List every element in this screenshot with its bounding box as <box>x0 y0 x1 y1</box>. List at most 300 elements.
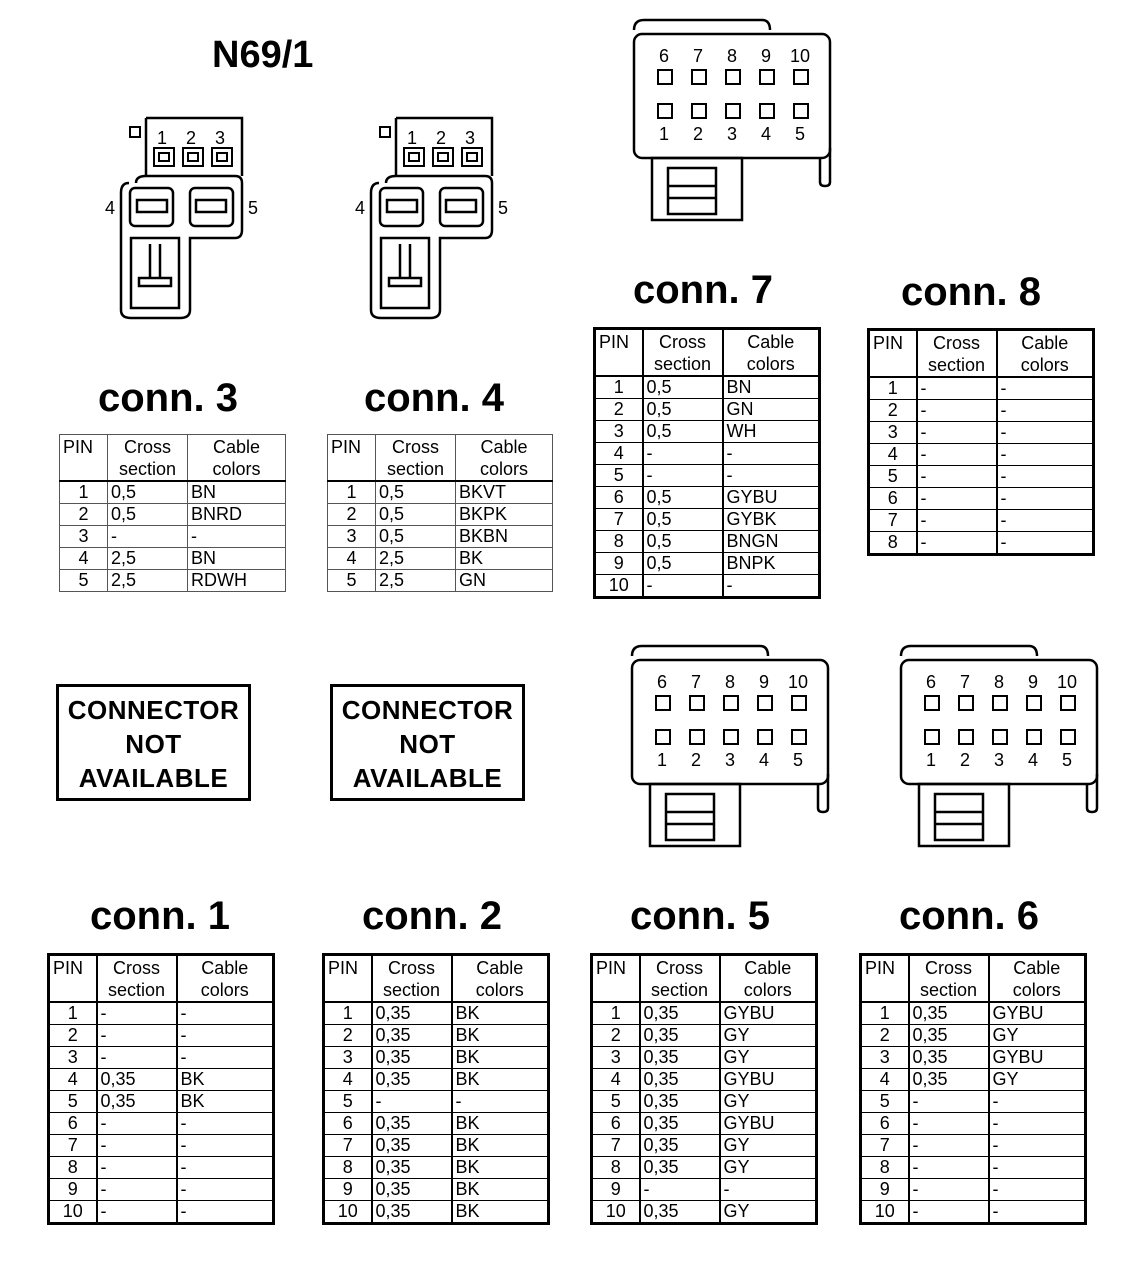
table-row <box>49 1135 274 1157</box>
conn3-title: conn. 3 <box>98 376 239 420</box>
table-row <box>49 1069 274 1091</box>
conn5-title: conn. 5 <box>630 894 771 938</box>
cross-section-cell: 0,35 <box>372 1201 452 1224</box>
cable-color-cell: BK <box>452 1025 549 1047</box>
header-pin: PIN <box>869 330 917 378</box>
table-row <box>869 422 1094 444</box>
table-row <box>592 1069 817 1091</box>
pin-cell: 5 <box>328 570 376 592</box>
header-cross-section: Cross section <box>372 955 452 1003</box>
pin-cell: 1 <box>60 481 108 504</box>
cross-section-cell: - <box>917 488 997 510</box>
cable-color-cell: - <box>989 1179 1086 1201</box>
lever-frame <box>131 238 179 308</box>
pin-cell: 4 <box>861 1069 909 1091</box>
cross-section-cell: - <box>909 1201 989 1224</box>
cable-color-cell: GYBU <box>989 1047 1086 1069</box>
pin-cell: 10 <box>49 1201 97 1224</box>
table-header-row <box>324 955 549 1003</box>
pin-socket <box>760 70 774 84</box>
cable-color-cell: - <box>997 400 1094 422</box>
cross-section-cell: - <box>643 575 723 598</box>
header-pin: PIN <box>60 435 108 482</box>
pin-cell: 3 <box>60 526 108 548</box>
pin-label: 9 <box>1028 672 1039 692</box>
pin-cell: 4 <box>592 1069 640 1091</box>
table-row <box>869 377 1094 400</box>
pin-slot-4 <box>387 200 417 212</box>
pin-cell: 7 <box>595 509 643 531</box>
pin-cell: 6 <box>49 1113 97 1135</box>
pin-socket <box>656 696 670 710</box>
cross-section-cell: - <box>97 1002 177 1025</box>
table-row <box>592 1179 817 1201</box>
header-cable-colors: Cable colors <box>997 330 1094 378</box>
cable-color-cell: BK <box>452 1135 549 1157</box>
pin-label: 2 <box>186 128 197 148</box>
pin-label: 10 <box>1057 672 1078 692</box>
pin-label: 3 <box>727 124 738 144</box>
header-cable-colors: Cable colors <box>989 955 1086 1003</box>
na-line-2: NOT <box>125 729 182 759</box>
cable-color-cell: BK <box>452 1002 549 1025</box>
pin-label: 4 <box>105 198 116 218</box>
pin-cell: 1 <box>869 377 917 400</box>
cross-section-cell: - <box>917 510 997 532</box>
cross-section-cell: 0,35 <box>372 1069 452 1091</box>
housing-back <box>901 646 1037 656</box>
latch-button <box>668 168 716 214</box>
pin-cell: 3 <box>328 526 376 548</box>
latch-lines <box>666 812 714 824</box>
table-row <box>324 1113 549 1135</box>
cable-color-cell: GN <box>723 399 820 421</box>
cable-color-cell: - <box>452 1091 549 1113</box>
cable-color-cell: GYBU <box>723 487 820 509</box>
cable-color-cell: BK <box>452 1047 549 1069</box>
cross-section-cell: - <box>640 1179 720 1201</box>
header-pin: PIN <box>592 955 640 1003</box>
pin-socket <box>656 730 670 744</box>
latch-lines <box>668 186 716 198</box>
conn1-title: conn. 1 <box>90 894 231 938</box>
pin-cell: 8 <box>324 1157 372 1179</box>
cross-section-cell: 0,5 <box>643 487 723 509</box>
cable-color-cell: - <box>177 1179 274 1201</box>
pin-socket <box>758 696 772 710</box>
table-row <box>592 1002 817 1025</box>
cable-color-cell: - <box>723 465 820 487</box>
cable-color-cell: - <box>997 532 1094 555</box>
cross-section-cell: 0,35 <box>372 1113 452 1135</box>
cross-section-cell: 0,5 <box>643 399 723 421</box>
table-row <box>595 487 820 509</box>
pin-cell: 3 <box>861 1047 909 1069</box>
cross-section-cell: 0,5 <box>643 509 723 531</box>
cable-color-cell: GY <box>720 1091 817 1113</box>
conn6-table <box>859 953 1087 1225</box>
pin-label: 4 <box>1028 750 1039 770</box>
table-row <box>60 481 286 504</box>
pin-socket-inner <box>438 153 448 161</box>
cross-section-cell: - <box>97 1157 177 1179</box>
connector-drawing-5pin-a <box>105 118 265 323</box>
conn4-title: conn. 4 <box>364 376 505 420</box>
pin-cell: 1 <box>861 1002 909 1025</box>
pin-cell: 7 <box>324 1135 372 1157</box>
table-row <box>861 1069 1086 1091</box>
table-row <box>592 1091 817 1113</box>
cable-color-cell: - <box>989 1113 1086 1135</box>
cross-section-cell: - <box>643 465 723 487</box>
table-row <box>60 526 286 548</box>
cross-section-cell: 0,35 <box>640 1002 720 1025</box>
pin-socket <box>692 104 706 118</box>
header-cable-colors: Cable colors <box>188 435 286 482</box>
cable-color-cell: BKVT <box>456 481 553 504</box>
table-row <box>324 1201 549 1224</box>
pin-socket <box>959 730 973 744</box>
cross-section-cell: 0,35 <box>372 1025 452 1047</box>
cable-color-cell: GY <box>989 1069 1086 1091</box>
table-row <box>595 575 820 598</box>
table-header-row <box>861 955 1086 1003</box>
cable-color-cell: - <box>177 1047 274 1069</box>
cable-color-cell: BN <box>188 481 286 504</box>
pin-slot-5 <box>446 200 476 212</box>
cable-color-cell: - <box>188 526 286 548</box>
table-row <box>595 553 820 575</box>
pin-label: 9 <box>761 46 772 66</box>
cross-section-cell: 0,5 <box>643 531 723 553</box>
cable-color-cell: - <box>989 1157 1086 1179</box>
cross-section-cell: 0,5 <box>643 553 723 575</box>
pin-socket <box>658 70 672 84</box>
cable-color-cell: - <box>997 422 1094 444</box>
table-row <box>592 1135 817 1157</box>
pin-cell: 8 <box>869 532 917 555</box>
pin-label: 4 <box>759 750 770 770</box>
cable-color-cell: - <box>997 488 1094 510</box>
na-line-3: AVAILABLE <box>352 763 503 793</box>
header-cross-section: Cross section <box>643 329 723 377</box>
cable-color-cell: GY <box>720 1025 817 1047</box>
header-cable-colors: Cable colors <box>720 955 817 1003</box>
pin-cell: 8 <box>861 1157 909 1179</box>
pin-label: 2 <box>436 128 447 148</box>
cable-color-cell: - <box>989 1201 1086 1224</box>
header-pin: PIN <box>328 435 376 482</box>
cable-color-cell: GY <box>720 1201 817 1224</box>
na-line-3: AVAILABLE <box>78 763 229 793</box>
pin-socket <box>1061 730 1075 744</box>
pin-label: 6 <box>659 46 670 66</box>
pin-label: 2 <box>691 750 702 770</box>
table-row <box>49 1091 274 1113</box>
table-row <box>595 465 820 487</box>
pin-socket <box>692 70 706 84</box>
cable-color-cell: GN <box>456 570 553 592</box>
table-row <box>328 526 553 548</box>
pin-socket-inner <box>409 153 419 161</box>
table-row <box>324 1025 549 1047</box>
table-row <box>49 1157 274 1179</box>
cross-section-cell: 0,35 <box>97 1069 177 1091</box>
na-line-2: NOT <box>399 729 456 759</box>
cross-section-cell: - <box>917 377 997 400</box>
table-row <box>869 466 1094 488</box>
lever-stem <box>150 244 160 278</box>
pin-cell: 2 <box>60 504 108 526</box>
conn4-table <box>327 434 553 592</box>
connector-drawing-10pin-top <box>630 18 840 228</box>
pin-label: 10 <box>788 672 809 692</box>
pin-cell: 2 <box>49 1025 97 1047</box>
housing-back <box>634 20 770 30</box>
cross-section-cell: 0,5 <box>643 421 723 443</box>
pin-cell: 6 <box>861 1113 909 1135</box>
pin-socket <box>726 104 740 118</box>
table-row <box>324 1069 549 1091</box>
table-row <box>861 1002 1086 1025</box>
cross-section-cell: 0,35 <box>640 1157 720 1179</box>
cable-color-cell: - <box>723 443 820 465</box>
pin-label: 4 <box>355 198 366 218</box>
na-line-1: CONNECTOR <box>341 695 514 725</box>
housing-body <box>371 176 492 318</box>
pin-label: 2 <box>960 750 971 770</box>
table-row <box>328 548 553 570</box>
pin-label: 5 <box>248 198 259 218</box>
table-row <box>49 1047 274 1069</box>
pin-label: 8 <box>725 672 736 692</box>
pin-socket <box>792 696 806 710</box>
cross-section-cell: - <box>917 466 997 488</box>
latch-tab <box>380 127 390 137</box>
table-row <box>328 570 553 592</box>
cable-color-cell: GYBU <box>989 1002 1086 1025</box>
table-row <box>869 488 1094 510</box>
lever-frame <box>381 238 429 308</box>
cable-color-cell: GY <box>720 1047 817 1069</box>
table-row <box>595 421 820 443</box>
housing-back <box>632 646 768 656</box>
na-line-1: CONNECTOR <box>67 695 240 725</box>
cross-section-cell: - <box>97 1025 177 1047</box>
cable-color-cell: GYBU <box>720 1113 817 1135</box>
pin-label: 6 <box>926 672 937 692</box>
latch-button <box>935 794 983 840</box>
pin-socket <box>726 70 740 84</box>
cross-section-cell: - <box>917 422 997 444</box>
cross-section-cell: - <box>909 1179 989 1201</box>
conn1-table <box>47 953 275 1225</box>
cross-section-cell: 0,35 <box>640 1025 720 1047</box>
pin-cell: 9 <box>592 1179 640 1201</box>
pin-cell: 4 <box>595 443 643 465</box>
pin-cell: 9 <box>595 553 643 575</box>
cable-color-cell: - <box>720 1179 817 1201</box>
cable-color-cell: BK <box>452 1113 549 1135</box>
header-cross-section: Cross section <box>108 435 188 482</box>
pin-label: 9 <box>759 672 770 692</box>
table-header-row <box>49 955 274 1003</box>
pin-label: 7 <box>960 672 971 692</box>
cross-section-cell: - <box>909 1113 989 1135</box>
pin-socket <box>658 104 672 118</box>
pin-cell: 2 <box>324 1025 372 1047</box>
table-row <box>49 1179 274 1201</box>
pin-label: 8 <box>994 672 1005 692</box>
pin-socket <box>760 104 774 118</box>
pin-socket <box>1027 730 1041 744</box>
pin-cell: 4 <box>328 548 376 570</box>
lever-base <box>139 278 171 286</box>
pin-cell: 10 <box>324 1201 372 1224</box>
header-cross-section: Cross section <box>917 330 997 378</box>
pin-cell: 3 <box>592 1047 640 1069</box>
header-cross-section: Cross section <box>97 955 177 1003</box>
pin-cell: 3 <box>595 421 643 443</box>
table-row <box>592 1113 817 1135</box>
cross-section-cell: - <box>97 1201 177 1224</box>
conn2-table <box>322 953 550 1225</box>
pin-label: 1 <box>157 128 168 148</box>
cable-color-cell: - <box>177 1002 274 1025</box>
table-row <box>324 1135 549 1157</box>
pin-cell: 5 <box>861 1091 909 1113</box>
cable-color-cell: - <box>997 377 1094 400</box>
cross-section-cell: 0,5 <box>643 376 723 399</box>
table-row <box>869 510 1094 532</box>
pin-socket <box>925 730 939 744</box>
table-row <box>328 504 553 526</box>
table-row <box>324 1179 549 1201</box>
pin-socket <box>959 696 973 710</box>
pin-label: 1 <box>657 750 668 770</box>
cable-color-cell: BNGN <box>723 531 820 553</box>
table-row <box>861 1135 1086 1157</box>
table-row <box>49 1025 274 1047</box>
pin-label: 10 <box>790 46 811 66</box>
connector-drawing-10pin-left <box>628 644 838 854</box>
cable-color-cell: - <box>723 575 820 598</box>
cross-section-cell: - <box>909 1135 989 1157</box>
cross-section-cell: 0,35 <box>97 1091 177 1113</box>
pin-cell: 5 <box>869 466 917 488</box>
pin-cell: 9 <box>324 1179 372 1201</box>
pin-cell: 2 <box>869 400 917 422</box>
cross-section-cell: - <box>917 532 997 555</box>
lever-base <box>389 278 421 286</box>
table-row <box>861 1025 1086 1047</box>
pin-cell: 3 <box>324 1047 372 1069</box>
pin-socket <box>794 104 808 118</box>
pin-cell: 5 <box>592 1091 640 1113</box>
pin-socket <box>792 730 806 744</box>
cable-color-cell: GYBU <box>720 1002 817 1025</box>
pin-cell: 4 <box>869 444 917 466</box>
cross-section-cell: - <box>917 444 997 466</box>
cable-color-cell: - <box>989 1135 1086 1157</box>
pin-socket-inner <box>159 153 169 161</box>
pin-label: 5 <box>498 198 509 218</box>
pin-socket <box>993 696 1007 710</box>
cable-color-cell: GY <box>989 1025 1086 1047</box>
pin-cell: 6 <box>595 487 643 509</box>
table-row <box>861 1113 1086 1135</box>
pin-label: 7 <box>693 46 704 66</box>
cross-section-cell: 0,35 <box>640 1091 720 1113</box>
table-row <box>869 400 1094 422</box>
header-cable-colors: Cable colors <box>177 955 274 1003</box>
conn2-title: conn. 2 <box>362 894 503 938</box>
pin-cell: 4 <box>324 1069 372 1091</box>
pin-socket-inner <box>467 153 477 161</box>
cross-section-cell: 0,35 <box>640 1069 720 1091</box>
cross-section-cell: 0,35 <box>640 1047 720 1069</box>
pin-cell: 9 <box>861 1179 909 1201</box>
pin-cell: 8 <box>592 1157 640 1179</box>
conn6-title: conn. 6 <box>899 894 1040 938</box>
pin-cell: 10 <box>595 575 643 598</box>
table-row <box>595 509 820 531</box>
pin-socket <box>794 70 808 84</box>
header-pin: PIN <box>324 955 372 1003</box>
pin-cell: 2 <box>595 399 643 421</box>
header-pin: PIN <box>595 329 643 377</box>
header-pin: PIN <box>49 955 97 1003</box>
cross-section-cell: - <box>97 1135 177 1157</box>
table-row <box>328 481 553 504</box>
pin-label: 5 <box>793 750 804 770</box>
pin-cell: 8 <box>49 1157 97 1179</box>
pin-cell: 1 <box>49 1002 97 1025</box>
lever-stem <box>400 244 410 278</box>
cable-color-cell: - <box>177 1113 274 1135</box>
header-cross-section: Cross section <box>640 955 720 1003</box>
cross-section-cell: - <box>909 1157 989 1179</box>
cross-section-cell: 0,35 <box>909 1002 989 1025</box>
table-row <box>324 1157 549 1179</box>
pin-cell: 7 <box>861 1135 909 1157</box>
pin-cell: 1 <box>328 481 376 504</box>
cable-color-cell: BN <box>188 548 286 570</box>
header-cross-section: Cross section <box>909 955 989 1003</box>
connector-drawing-5pin-b <box>355 118 515 323</box>
pin-socket <box>925 696 939 710</box>
pin-cell: 6 <box>869 488 917 510</box>
conn3-table <box>59 434 286 592</box>
latch-tab <box>130 127 140 137</box>
cable-color-cell: GYBU <box>720 1069 817 1091</box>
table-row <box>324 1002 549 1025</box>
cable-color-cell: BNRD <box>188 504 286 526</box>
cross-section-cell: 0,35 <box>372 1002 452 1025</box>
table-row <box>49 1113 274 1135</box>
cable-color-cell: RDWH <box>188 570 286 592</box>
pin-cell: 7 <box>869 510 917 532</box>
pin-socket <box>1027 696 1041 710</box>
table-row <box>60 548 286 570</box>
table-header-row <box>328 435 553 482</box>
cable-color-cell: BK <box>452 1069 549 1091</box>
pin-cell: 5 <box>60 570 108 592</box>
cable-color-cell: GY <box>720 1135 817 1157</box>
table-row <box>861 1157 1086 1179</box>
table-row <box>595 443 820 465</box>
pin-label: 8 <box>727 46 738 66</box>
